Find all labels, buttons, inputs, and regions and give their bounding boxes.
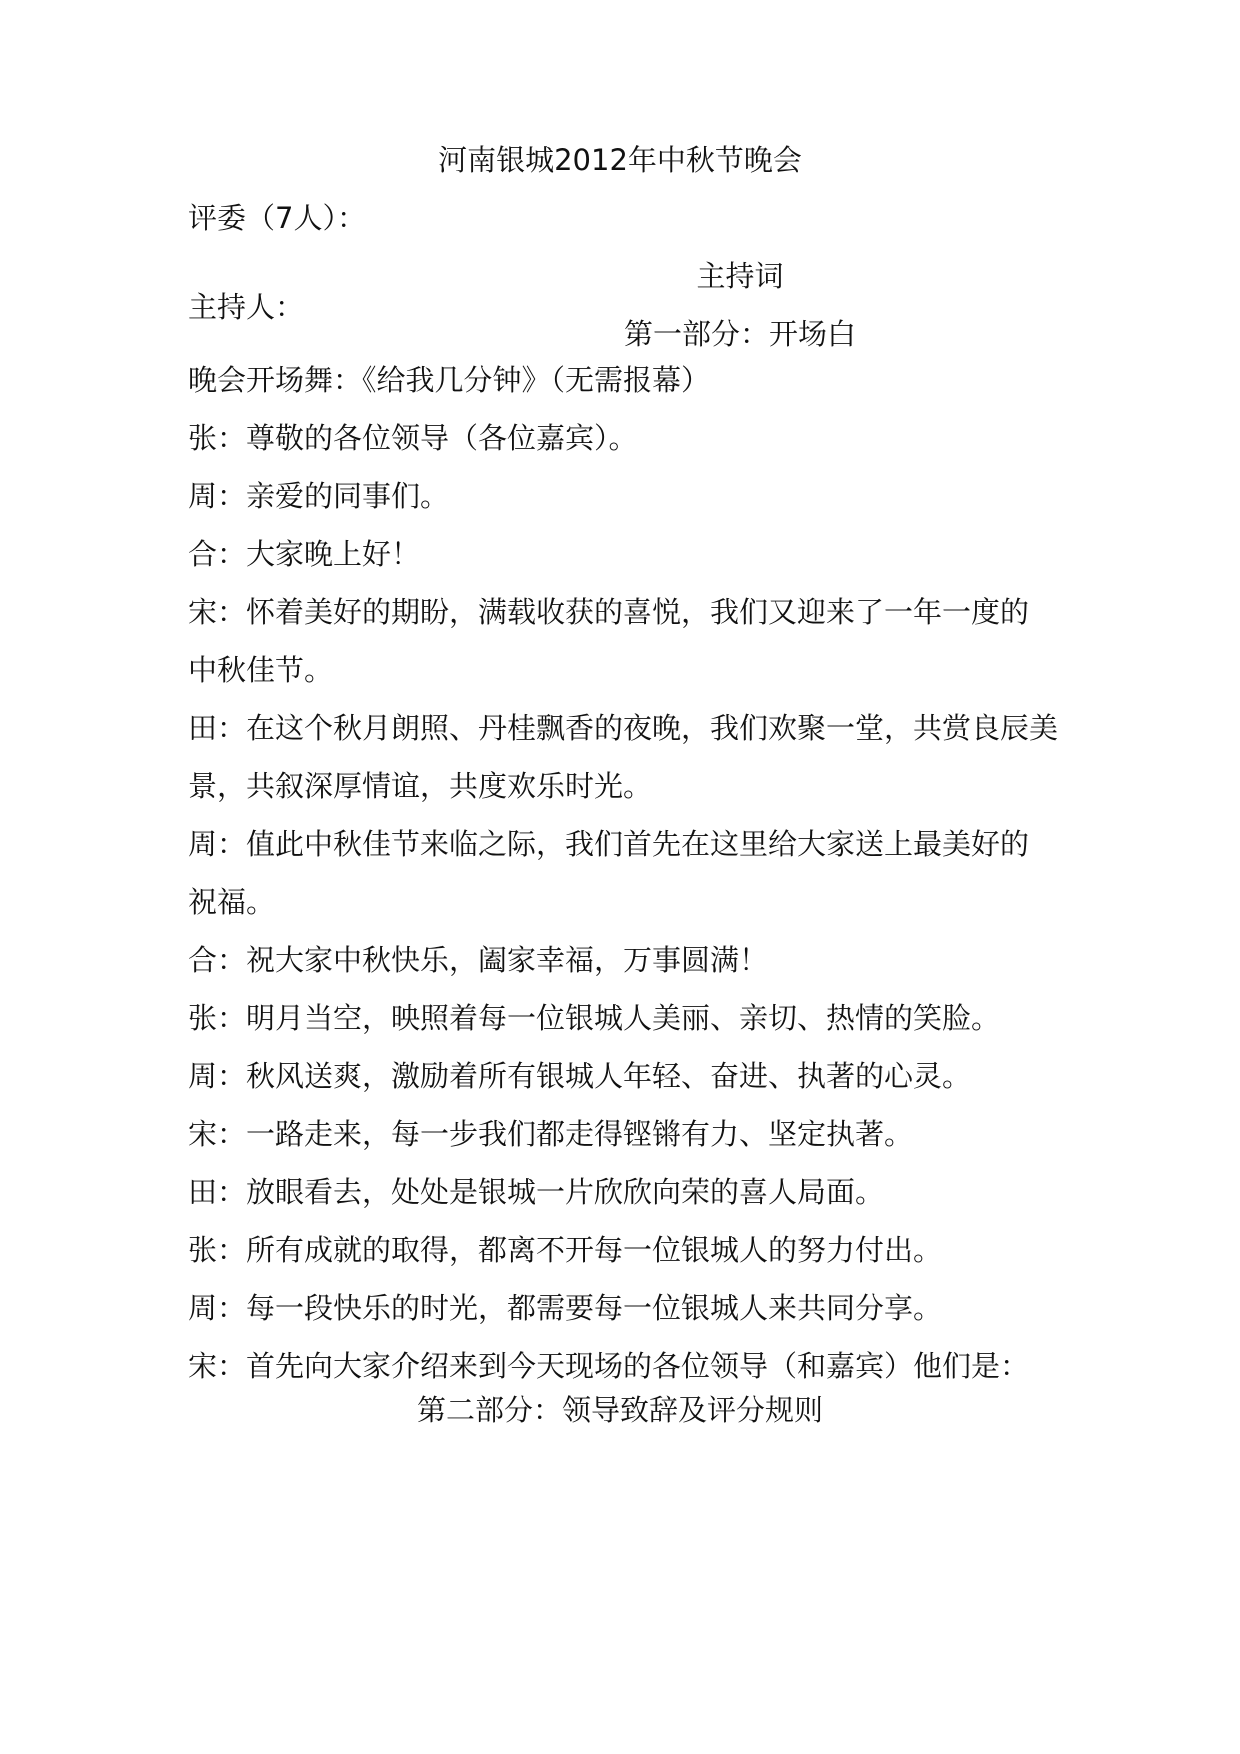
script-line: 祝福。 (188, 885, 276, 919)
script-heading: 主持词 (696, 259, 784, 293)
script-line: 田：放眼看去，处处是银城一片欣欣向荣的喜人局面。 (188, 1175, 885, 1209)
script-line: 宋：怀着美好的期盼，满载收获的喜悦，我们又迎来了一年一度的 (188, 595, 1030, 629)
script-line: 中秋佳节。 (188, 653, 334, 687)
script-line: 景，共叙深厚情谊，共度欢乐时光。 (188, 769, 653, 803)
script-line: 田：在这个秋月朗照、丹桂飘香的夜晚，我们欢聚一堂，共赏良辰美 (188, 711, 1059, 745)
script-line: 合：祝大家中秋快乐，阖家幸福，万事圆满！ (188, 943, 769, 977)
script-line: 宋：首先向大家介绍来到今天现场的各位领导（和嘉宾）他们是： (188, 1349, 1030, 1383)
script-line: 周：每一段快乐的时光，都需要每一位银城人来共同分享。 (188, 1291, 943, 1325)
part2-heading: 第二部分：领导致辞及评分规则 (416, 1393, 823, 1427)
part1-heading: 第一部分：开场白 (623, 317, 856, 351)
script-line: 周：值此中秋佳节来临之际，我们首先在这里给大家送上最美好的 (188, 827, 1030, 861)
script-line: 张：明月当空，映照着每一位银城人美丽、亲切、热情的笑脸。 (188, 1001, 1001, 1035)
script-line: 合：大家晚上好！ (188, 537, 421, 571)
opening-dance-line: 晚会开场舞：《给我几分钟》（无需报幕） (188, 363, 711, 397)
script-line: 张：尊敬的各位领导（各位嘉宾）。 (188, 421, 638, 455)
script-line: 张：所有成就的取得，都离不开每一位银城人的努力付出。 (188, 1233, 943, 1267)
document-title: 河南银城2012年中秋节晚会 (438, 143, 802, 177)
hosts-label: 主持人： (188, 290, 305, 324)
script-line: 宋：一路走来，每一步我们都走得铿锵有力、坚定执著。 (188, 1117, 914, 1151)
script-line: 周：亲爱的同事们。 (188, 479, 450, 513)
judges-label: 评委（7人）： (188, 201, 366, 235)
script-line: 周：秋风送爽，激励着所有银城人年轻、奋进、执著的心灵。 (188, 1059, 972, 1093)
